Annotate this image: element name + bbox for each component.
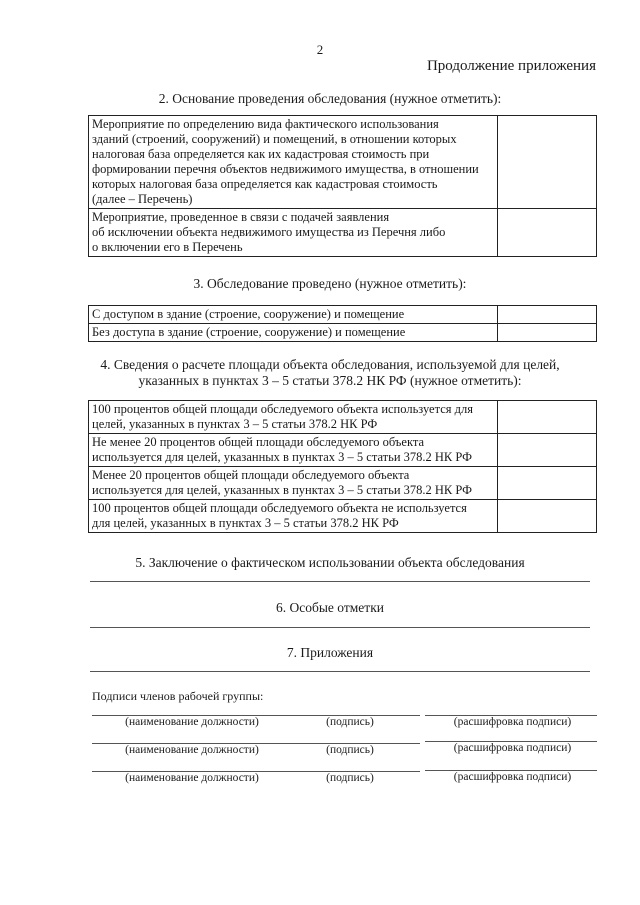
section-4-title: 4. Сведения о расчете площади объекта обследования, используемой для целей, указанных в пунктах 3 – 5 статьи 378.2 НК РФ (нужное отметить): xyxy=(100,357,560,388)
signature-caption: (подпись) xyxy=(326,772,374,784)
checkbox-cell[interactable] xyxy=(498,306,597,324)
checkbox-cell[interactable] xyxy=(498,324,597,342)
decoding-caption: (расшифровка подписи) xyxy=(453,771,572,783)
checkbox-cell[interactable] xyxy=(498,434,597,467)
decoding-caption: (расшифровка подписи) xyxy=(453,742,572,754)
option-text: С доступом в здание (строение, сооружение) и помещение xyxy=(89,306,498,324)
option-text: Мероприятие, проведенное в связи с подачей заявления об исключении объекта недвижимого имущества из Перечня либо о включении его в Перечень xyxy=(89,209,498,257)
section-3-table xyxy=(88,305,597,342)
position-caption: (наименование должности) xyxy=(125,744,259,756)
section-3-title: 3. Обследование проведено (нужное отметить): xyxy=(193,276,467,291)
option-text: Без доступа в здание (строение, сооружение) и помещение xyxy=(89,324,498,342)
table-row xyxy=(89,467,597,500)
table-row xyxy=(89,306,597,324)
table-row xyxy=(89,401,597,434)
fill-in-line[interactable] xyxy=(90,581,590,582)
section-5-title: 5. Заключение о фактическом использовании объекта обследования xyxy=(135,555,525,570)
option-text: Не менее 20 процентов общей площади обследуемого объекта используется для целей, указанных в пунктах 3 – 5 статьи 378.2 НК РФ xyxy=(89,434,498,467)
table-row xyxy=(89,324,597,342)
section-2-title: 2. Основание проведения обследования (нужное отметить): xyxy=(158,91,502,106)
fill-in-line[interactable] xyxy=(90,627,590,628)
continuation-header: Продолжение приложения xyxy=(426,58,596,74)
signatures-heading: Подписи членов рабочей группы: xyxy=(92,689,264,703)
option-text: 100 процентов общей площади обследуемого объекта не используется для целей, указанных в пунктах 3 – 5 статьи 378.2 НК РФ xyxy=(89,500,498,533)
fill-in-line[interactable] xyxy=(90,671,590,672)
section-2-table xyxy=(88,115,597,257)
option-text: Мероприятие по определению вида фактического использования зданий (строений, сооружений) и помещений, в отношении которых налоговая база определяется как их кадастровая стоимость при формировании перечня объектов недвижимого имущества, в отношении которых налоговая база определяется как кадастровая стоимость (далее – Перечень) xyxy=(89,116,498,209)
option-text: Менее 20 процентов общей площади обследуемого объекта используется для целей, указанных в пунктах 3 – 5 статьи 378.2 НК РФ xyxy=(89,467,498,500)
signature-caption: (подпись) xyxy=(326,744,374,756)
section-4-table xyxy=(88,400,597,533)
checkbox-cell[interactable] xyxy=(498,116,597,209)
table-row xyxy=(89,116,597,209)
checkbox-cell[interactable] xyxy=(498,500,597,533)
option-text: 100 процентов общей площади обследуемого объекта используется для целей, указанных в пунктах 3 – 5 статьи 378.2 НК РФ xyxy=(89,401,498,434)
table-row xyxy=(89,209,597,257)
section-6-title: 6. Особые отметки xyxy=(276,600,384,615)
checkbox-cell[interactable] xyxy=(498,209,597,257)
page-number: 2 xyxy=(316,42,324,57)
section-7-title: 7. Приложения xyxy=(286,645,374,660)
checkbox-cell[interactable] xyxy=(498,401,597,434)
table-row xyxy=(89,500,597,533)
checkbox-cell[interactable] xyxy=(498,467,597,500)
position-caption: (наименование должности) xyxy=(125,772,259,784)
table-row xyxy=(89,434,597,467)
signature-caption: (подпись) xyxy=(326,716,374,728)
position-caption: (наименование должности) xyxy=(125,716,259,728)
decoding-caption: (расшифровка подписи) xyxy=(453,716,572,728)
